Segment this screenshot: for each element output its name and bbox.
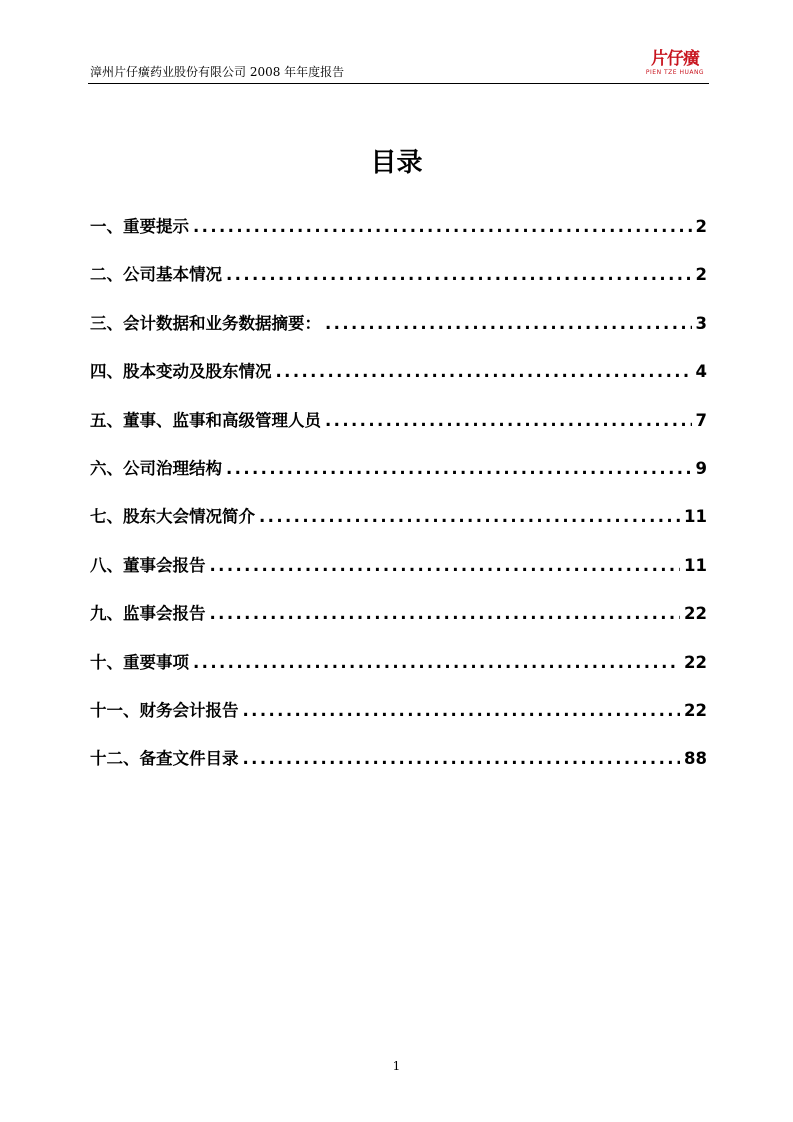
toc-page-number: 2 <box>695 265 707 285</box>
page-header <box>88 50 709 84</box>
toc-item[interactable] <box>90 600 707 648</box>
toc-leader-dots <box>325 314 692 333</box>
toc-leader-dots <box>193 217 692 236</box>
toc-item[interactable] <box>90 649 707 697</box>
toc-label: 七、股东大会情况简介 <box>90 507 255 527</box>
toc-item[interactable] <box>90 745 707 793</box>
toc-label: 一、重要提示 <box>90 217 189 236</box>
page-number: 1 <box>392 1059 401 1073</box>
toc-label: 十一、财务会计报告 <box>90 700 239 720</box>
toc-page-number: 22 <box>684 604 707 624</box>
company-logo <box>641 50 709 78</box>
toc-leader-dots <box>276 362 692 381</box>
toc-page-number: 4 <box>695 362 707 382</box>
toc-leader-dots <box>226 265 692 284</box>
toc-item[interactable] <box>90 503 707 551</box>
toc-leader-dots <box>325 411 692 430</box>
toc-page-number: 2 <box>695 217 707 236</box>
toc-label: 九、监事会报告 <box>90 604 206 624</box>
toc-page-number: 9 <box>695 458 707 478</box>
toc-item[interactable] <box>90 552 707 600</box>
toc-label: 十二、备查文件目录 <box>90 749 239 769</box>
toc-page-number: 7 <box>695 410 707 430</box>
toc-page-number: 11 <box>684 507 707 527</box>
toc-item[interactable] <box>90 261 707 309</box>
toc-label: 四、股本变动及股东情况 <box>90 362 272 382</box>
toc-leader-dots <box>243 749 681 768</box>
table-of-contents <box>90 213 707 794</box>
toc-label: 三、会计数据和业务数据摘要： <box>90 313 321 333</box>
toc-leader-dots <box>259 507 680 526</box>
toc-page-number: 3 <box>695 313 707 333</box>
toc-label: 五、董事、监事和高级管理人员 <box>90 410 321 430</box>
logo-main-text: 片仔癀 <box>651 49 699 69</box>
toc-label: 二、公司基本情况 <box>90 265 222 285</box>
toc-leader-dots <box>243 701 681 720</box>
logo-sub-text: PIEN TZE HUANG <box>645 69 705 76</box>
toc-page-number: 88 <box>684 749 707 769</box>
toc-leader-dots <box>210 556 681 575</box>
toc-leader-dots <box>226 459 692 478</box>
header-text: 漳州片仔癀药业股份有限公司 2008 年年度报告 <box>90 65 345 79</box>
toc-page-number: 11 <box>684 555 707 575</box>
toc-item[interactable] <box>90 455 707 503</box>
toc-item[interactable] <box>90 407 707 455</box>
toc-item[interactable] <box>90 213 707 261</box>
toc-label: 六、公司治理结构 <box>90 458 222 478</box>
toc-item[interactable] <box>90 358 707 406</box>
toc-label: 八、董事会报告 <box>90 555 206 575</box>
toc-page-number: 22 <box>684 700 707 720</box>
toc-label: 十、重要事项 <box>90 652 189 672</box>
page-title: 目录 <box>370 148 423 178</box>
toc-page-number: 22 <box>684 652 707 672</box>
toc-item[interactable] <box>90 310 707 358</box>
toc-leader-dots <box>193 653 680 672</box>
toc-item[interactable] <box>90 697 707 745</box>
toc-leader-dots <box>210 604 681 623</box>
